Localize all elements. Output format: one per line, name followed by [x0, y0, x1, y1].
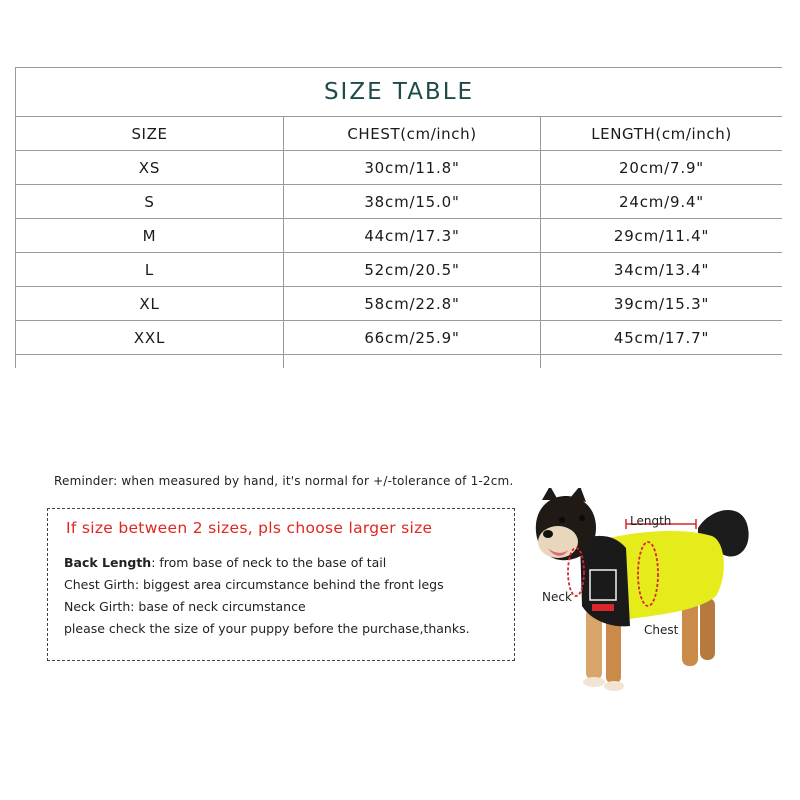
eye-shape — [559, 517, 565, 523]
jacket-logo-patch — [590, 570, 616, 600]
header-size: SIZE — [16, 117, 284, 151]
cut-cell — [284, 355, 541, 369]
cut-cell — [16, 355, 284, 369]
size-cell: XL — [16, 287, 284, 321]
length-cell: 20cm/7.9" — [541, 151, 783, 185]
jacket-red-strip — [592, 604, 614, 611]
size-table — [15, 67, 782, 368]
cut-cell — [541, 355, 783, 369]
chest-girth-note: Chest Girth: biggest area circumstance behind the front legs — [64, 577, 444, 592]
header-chest: CHEST(cm/inch) — [284, 117, 541, 151]
paw-shape — [604, 681, 624, 691]
length-cell: 45cm/17.7" — [541, 321, 783, 355]
measurement-reminder: Reminder: when measured by hand, it's normal for +/-tolerance of 1-2cm. — [54, 474, 514, 488]
length-cell: 34cm/13.4" — [541, 253, 783, 287]
closing-note: please check the size of your puppy before the purchase,thanks. — [64, 621, 470, 636]
chest-cell: 66cm/25.9" — [284, 321, 541, 355]
back-length-term: Back Length — [64, 555, 152, 570]
ear-shape — [542, 488, 558, 500]
chest-cell: 30cm/11.8" — [284, 151, 541, 185]
neck-girth-note: Neck Girth: base of neck circumstance — [64, 599, 306, 614]
length-label: Length — [630, 514, 672, 528]
length-cell: 24cm/9.4" — [541, 185, 783, 219]
chest-cell: 58cm/22.8" — [284, 287, 541, 321]
table-header-row — [16, 117, 783, 151]
size-cell: M — [16, 219, 284, 253]
paw-shape — [583, 677, 605, 687]
table-row — [16, 185, 783, 219]
size-cell: L — [16, 253, 284, 287]
table-row — [16, 321, 783, 355]
chest-cell: 44cm/17.3" — [284, 219, 541, 253]
length-cell: 39cm/15.3" — [541, 287, 783, 321]
nose-shape — [543, 530, 553, 538]
dog-measurement-figure — [530, 488, 760, 698]
header-length: LENGTH(cm/inch) — [541, 117, 783, 151]
table-cut-row — [16, 355, 783, 369]
table-row — [16, 287, 783, 321]
chest-cell: 38cm/15.0" — [284, 185, 541, 219]
length-cell: 29cm/11.4" — [541, 219, 783, 253]
table-row — [16, 253, 783, 287]
back-length-note — [64, 555, 386, 570]
back-leg-shape — [700, 598, 715, 660]
size-cell: S — [16, 185, 284, 219]
size-advice-headline: If size between 2 sizes, pls choose larger size — [66, 519, 433, 537]
table-row — [16, 219, 783, 253]
chest-cell: 52cm/20.5" — [284, 253, 541, 287]
size-cell: XS — [16, 151, 284, 185]
size-table-container — [15, 67, 782, 368]
neck-label: Neck — [542, 590, 572, 604]
size-table-title: SIZE TABLE — [16, 68, 783, 117]
eye-shape — [579, 515, 585, 521]
size-cell: XXL — [16, 321, 284, 355]
chest-label: Chest — [644, 623, 679, 637]
back-length-desc: : from base of neck to the base of tail — [151, 555, 387, 570]
table-row — [16, 151, 783, 185]
sizing-notes-box — [47, 508, 515, 661]
